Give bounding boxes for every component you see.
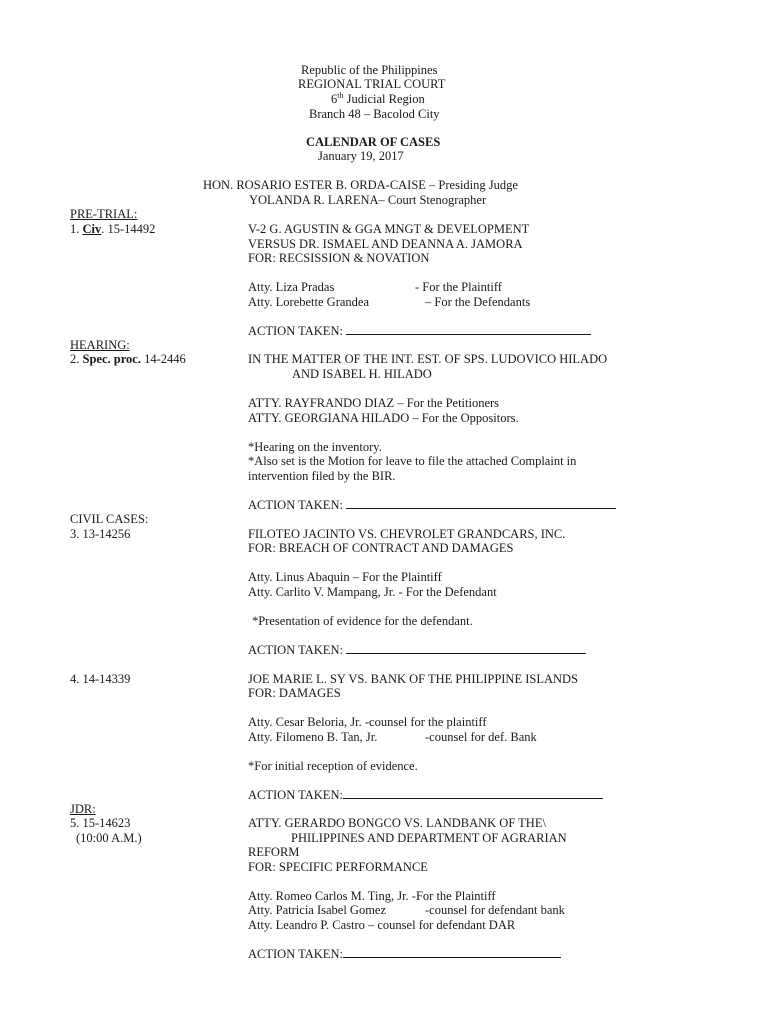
action-blank-line (346, 643, 586, 654)
action-blank-line (346, 324, 591, 335)
case1-title-line3: FOR: RECSISSION & NOVATION (248, 251, 430, 265)
case2-note1: *Hearing on the inventory. (248, 440, 382, 454)
case3-action-taken: ACTION TAKEN: (248, 643, 586, 657)
case4-title-line1: JOE MARIE L. SY VS. BANK OF THE PHILIPPINE ISLANDS (248, 672, 579, 686)
case2-counsel1: ATTY. RAYFRANDO DIAZ – For the Petitioners (248, 396, 500, 410)
case5-counsel3: Atty. Leandro P. Castro – counsel for defendant DAR (248, 918, 516, 932)
header-region: 6th Judicial Region (331, 90, 425, 106)
section-hearing: HEARING: (70, 338, 130, 352)
case4-counsel1: Atty. Cesar Beloria, Jr. -counsel for the plaintiff (248, 715, 487, 729)
action-blank-line (346, 498, 616, 509)
case5-counsel2-role: -counsel for defendant bank (425, 903, 565, 917)
calendar-date: January 19, 2017 (318, 149, 404, 163)
case4-docket: 4. 14-14339 (70, 672, 131, 686)
header-court: REGIONAL TRIAL COURT (298, 77, 446, 91)
case3-docket: 3. 13-14256 (70, 527, 131, 541)
case1-docket: 1. Civ. 15-14492 (70, 222, 156, 236)
case2-counsel2: ATTY. GEORGIANA HILADO – For the Oppositors. (248, 411, 519, 425)
presiding-judge: HON. ROSARIO ESTER B. ORDA-CAISE – Presiding Judge (203, 178, 518, 192)
header-branch: Branch 48 – Bacolod City (309, 107, 440, 121)
case1-title-line1: V-2 G. AGUSTIN & GGA MNGT & DEVELOPMENT (248, 222, 530, 236)
header-republic: Republic of the Philippines (301, 63, 438, 77)
case3-title-line2: FOR: BREACH OF CONTRACT AND DAMAGES (248, 541, 514, 555)
case4-counsel2-name: Atty. Filomeno B. Tan, Jr. (248, 730, 378, 744)
case2-title-line1: IN THE MATTER OF THE INT. EST. OF SPS. LUDOVICO HILADO (248, 352, 608, 366)
case4-action-taken: ACTION TAKEN: (248, 788, 603, 802)
case2-title-line2: AND ISABEL H. HILADO (292, 367, 432, 381)
case3-counsel1: Atty. Linus Abaquin – For the Plaintiff (248, 570, 442, 584)
case5-docket: 5. 15-14623 (70, 816, 131, 830)
case4-title-line2: FOR: DAMAGES (248, 686, 341, 700)
case5-counsel1: Atty. Romeo Carlos M. Ting, Jr. -For the Plaintiff (248, 889, 496, 903)
case2-note3: intervention filed by the BIR. (248, 469, 396, 483)
case2-docket: 2. Spec. proc. 14-2446 (70, 352, 186, 366)
case3-counsel2: Atty. Carlito V. Mampang, Jr. - For the Defendant (248, 585, 497, 599)
case1-action-taken: ACTION TAKEN: (248, 324, 591, 338)
case5-time: (10:00 A.M.) (76, 831, 142, 845)
case4-counsel2-role: -counsel for def. Bank (425, 730, 537, 744)
case5-title-line2: PHILIPPINES AND DEPARTMENT OF AGRARIAN (291, 831, 567, 845)
case1-counsel1-name: Atty. Liza Pradas (248, 280, 335, 294)
case1-title-line2: VERSUS DR. ISMAEL AND DEANNA A. JAMORA (248, 237, 523, 251)
action-blank-line (343, 947, 561, 958)
case1-counsel2-name: Atty. Lorebette Grandea (248, 295, 370, 309)
case5-title-line4: FOR: SPECIFIC PERFORMANCE (248, 860, 428, 874)
case1-counsel2-role: – For the Defendants (425, 295, 531, 309)
case5-counsel2-name: Atty. Patricia Isabel Gomez (248, 903, 387, 917)
case5-title-line3: REFORM (248, 845, 300, 859)
case4-note: *For initial reception of evidence. (248, 759, 418, 773)
court-stenographer: YOLANDA R. LARENA– Court Stenographer (249, 193, 487, 207)
section-pretrial: PRE-TRIAL: (70, 207, 138, 221)
case2-action-taken: ACTION TAKEN: (248, 498, 616, 512)
section-jdr: JDR: (70, 802, 96, 816)
case1-counsel1-role: - For the Plaintiff (415, 280, 502, 294)
case2-note2: *Also set is the Motion for leave to file the attached Complaint in (248, 454, 577, 468)
case3-note: *Presentation of evidence for the defendant. (252, 614, 473, 628)
action-blank-line (343, 788, 603, 799)
page-title: CALENDAR OF CASES (306, 135, 441, 149)
case5-action-taken: ACTION TAKEN: (248, 947, 561, 961)
section-civil: CIVIL CASES: (70, 512, 149, 526)
case3-title-line1: FILOTEO JACINTO VS. CHEVROLET GRANDCARS, INC. (248, 527, 566, 541)
case5-title-line1: ATTY. GERARDO BONGCO VS. LANDBANK OF THE\ (248, 816, 546, 830)
